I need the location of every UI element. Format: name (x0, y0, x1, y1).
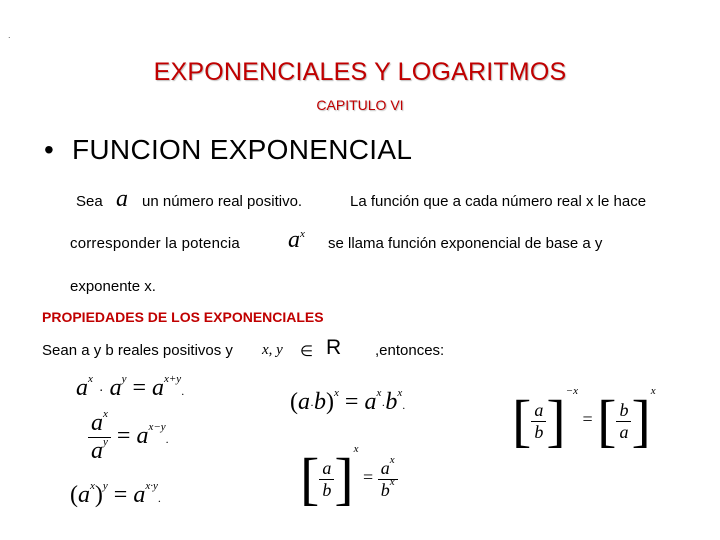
def-positive: un número real positivo. (142, 193, 303, 210)
def-exponente: exponente x. (70, 278, 156, 295)
formula-power-of-product: $(a\cdot b)^x = a^x\cdot b^x$. (290, 387, 406, 415)
slide-title: EXPONENCIALES Y LOGARITMOS (153, 58, 567, 86)
def-corresponder: corresponder la potencia (70, 235, 240, 252)
real-numbers-symbol: R (326, 336, 342, 359)
corner-dot: . (8, 30, 11, 40)
formula-quotient-same-base: $\frac{a^x}{a^y}$ = $a^{x-y}$. (88, 410, 169, 465)
def-power-exp: x (300, 227, 305, 240)
properties-intro: Sean a y b reales positivos y (42, 342, 233, 359)
slide-subtitle: CAPITULO VI (316, 97, 404, 113)
def-sea: Sea (76, 193, 103, 210)
formula-product-same-base: $a^x \cdot a^y = a^{x+y}$. (76, 373, 185, 401)
formula-negative-exponent-fraction: [ $\frac{a}{b}$ ]$^{-x}$ = [ $\frac{b}{a}$ ]$^x$ (512, 385, 656, 453)
formula-power-of-quotient: [ $\frac{a}{b}$ ]$^x$ = $\frac{a^x}{b^x}$ (300, 450, 398, 508)
properties-vars: x, y (262, 342, 283, 358)
def-function-text: La función que a cada número real x le hace (350, 193, 647, 210)
element-of-symbol: ∈ (300, 343, 314, 360)
def-se-llama: se llama función exponencial de base a y (328, 235, 603, 252)
formula-power-of-power: $(a^x)^y = a^{x\cdot y}$. (70, 480, 161, 508)
bullet-icon: • (44, 134, 54, 165)
def-power-base: a (288, 227, 300, 253)
properties-title: PROPIEDADES DE LOS EXPONENCIALES (42, 309, 324, 325)
def-a-symbol: a (116, 186, 128, 212)
section-heading: FUNCION EXPONENCIAL (72, 134, 413, 165)
def-power (288, 227, 305, 254)
properties-entonces: ,entonces: (375, 342, 445, 359)
